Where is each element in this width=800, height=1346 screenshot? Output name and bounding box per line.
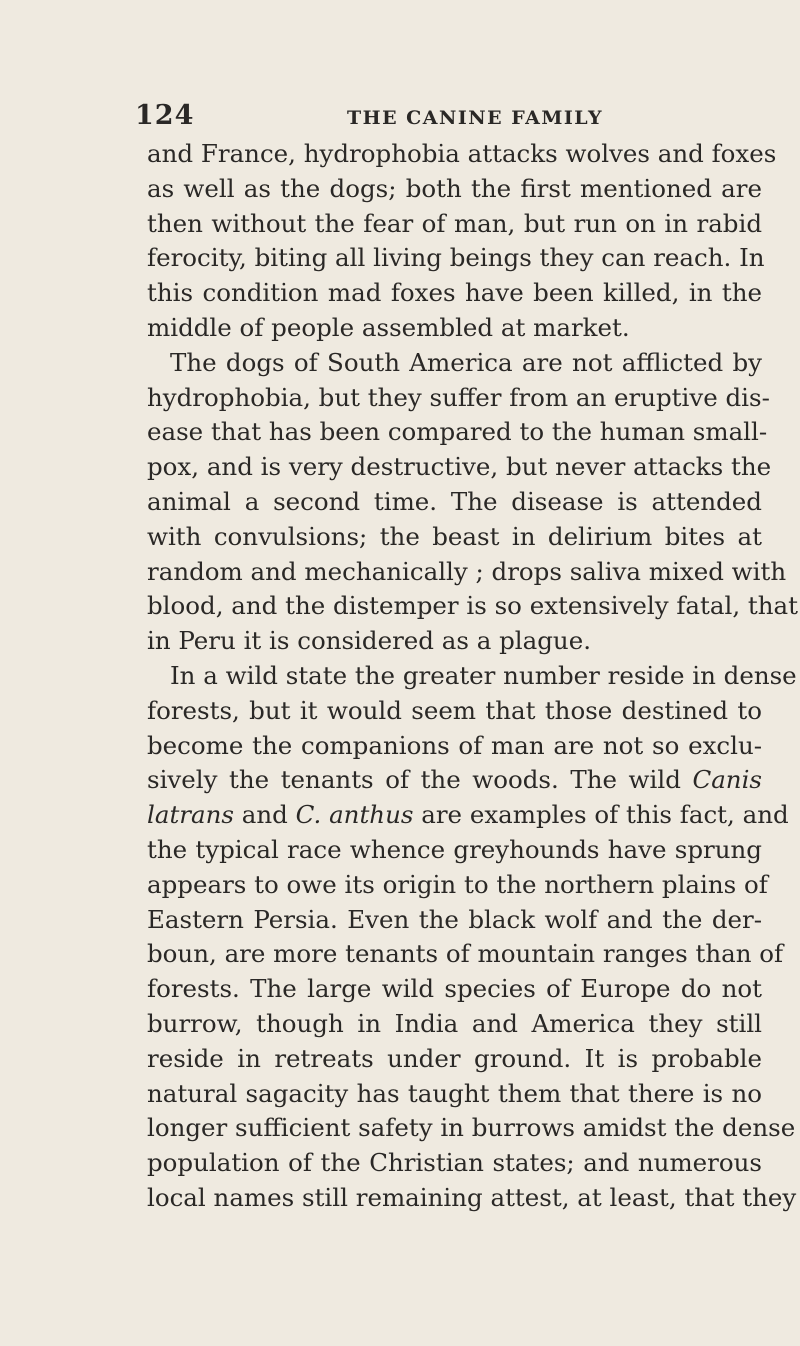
text-line: ferocity, biting all living beings they can reach. In	[147, 243, 765, 273]
text-line: appears to owe its origin to the northern plains of	[147, 869, 768, 899]
text-line: the typical race whence greyhounds have sprung	[147, 834, 762, 864]
text-line: pox, and is very destructive, but never attacks the	[147, 452, 772, 482]
text-line: blood, and the distemper is so extensively fatal, that	[147, 591, 798, 621]
text-line: and France, hydrophobia attacks wolves and foxes	[147, 139, 777, 168]
text-line: natural sagacity has taught them that there is no	[147, 1078, 762, 1108]
text-line: longer sufficient safety in burrows amidst the dense	[147, 1113, 796, 1143]
text-line: burrow, though in India and America they still	[147, 1008, 762, 1038]
text-line: middle of people assembled at market.	[147, 312, 630, 342]
text-line: this condition mad foxes have been killed, in the	[147, 278, 762, 308]
text-line: become the companions of man are not so exclu-	[147, 730, 762, 760]
text-line: sively the tenants of the woods. The wild Canis	[147, 765, 762, 795]
text-line: forests. The large wild species of Europe do not	[147, 974, 762, 1004]
page-header	[135, 100, 770, 140]
body-text	[147, 137, 798, 1216]
text-line: The dogs of South America are not afflicted by	[170, 347, 762, 377]
text-line: Eastern Persia. Even the black wolf and the der-	[147, 904, 762, 934]
text-line: as well as the dogs; both the first mentioned are	[147, 173, 762, 203]
text-line: In a wild state the greater number reside in dense	[170, 660, 797, 690]
text-line: population of the Christian states; and numerous	[147, 1148, 762, 1178]
text-line: random and mechanically ; drops saliva mixed with	[147, 556, 787, 586]
text-line: ease that has been compared to the human small-	[147, 417, 768, 447]
text-line: in Peru it is considered as a plague.	[147, 626, 591, 656]
text-line: animal a second time. The disease is attended	[147, 486, 762, 516]
text-line: local names still remaining attest, at least, that they	[147, 1182, 797, 1212]
text-line: with convulsions; the beast in delirium bites at	[147, 521, 762, 551]
text-line: forests, but it would seem that those destined to	[147, 695, 762, 725]
running-head: THE CANINE FAMILY	[347, 107, 604, 129]
page-number: 124	[135, 100, 195, 131]
text-line: reside in retreats under ground. It is probable	[147, 1043, 762, 1073]
text-line: boun, are more tenants of mountain ranges than of	[147, 939, 784, 969]
text-line: then without the fear of man, but run on in rabid	[147, 208, 762, 238]
text-line: hydrophobia, but they suffer from an eruptive dis-	[147, 382, 770, 412]
text-line: latrans and C. anthus are examples of this fact, and	[147, 800, 789, 830]
